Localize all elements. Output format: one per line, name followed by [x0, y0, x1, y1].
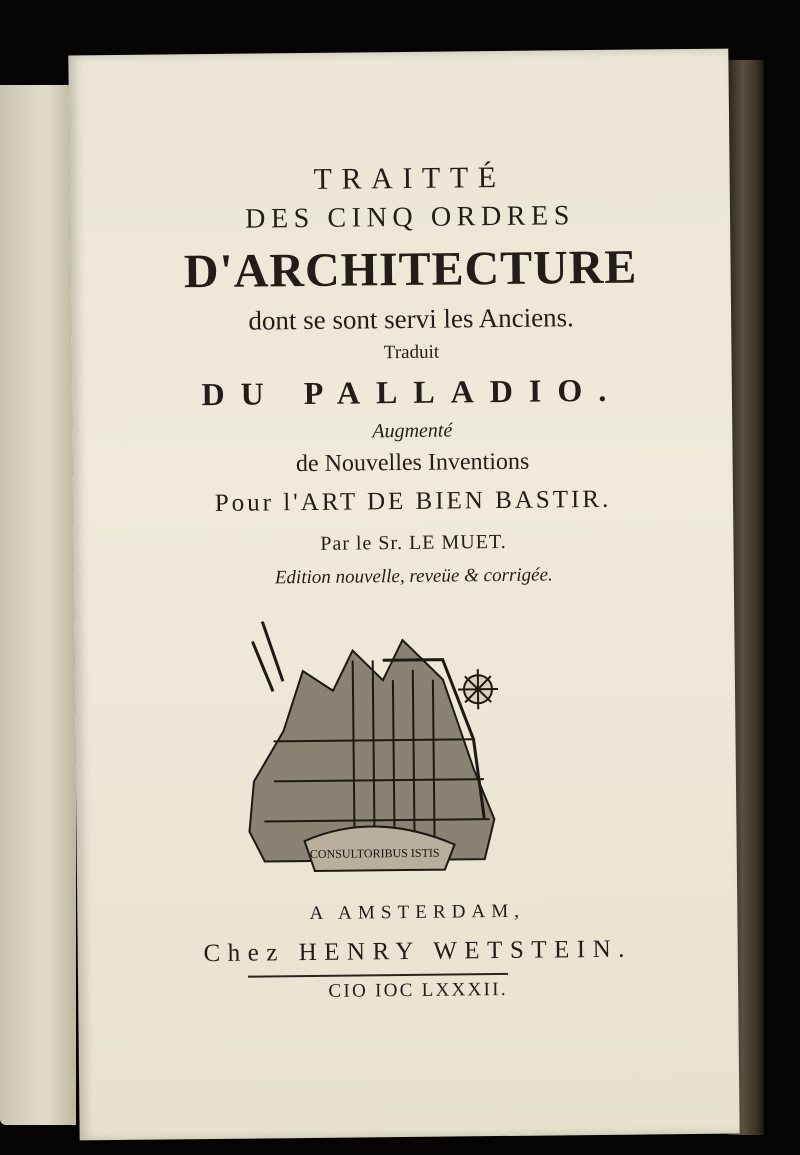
art-de-bien-bastir-line: Pour l'ART DE BIEN BASTIR.	[214, 485, 612, 517]
woodcut-motto: CONSULTORIBUS ISTIS	[309, 845, 440, 861]
palladio-line: DU PALLADIO.	[201, 371, 623, 413]
imprint-date: CIO IOC LXXXII.	[328, 978, 508, 1002]
printers-device-woodcut	[242, 619, 505, 884]
traduit-label: Traduit	[383, 341, 440, 364]
left-page-edge	[0, 85, 76, 1125]
subtitle-anciens: dont se sont servi les Anciens.	[248, 302, 574, 336]
imprint-publisher: Chez HENRY WETSTEIN.	[203, 935, 633, 968]
author-line: Par le Sr. LE MUET.	[320, 530, 507, 555]
title-line-traitte: TRAITTÉ	[313, 160, 506, 196]
title-page	[68, 49, 739, 1141]
imprint-city: A AMSTERDAM,	[309, 900, 526, 925]
augmente-label: Augmenté	[372, 419, 453, 443]
nouvelles-inventions-line: de Nouvelles Inventions	[295, 448, 530, 478]
imprint-rule	[248, 973, 508, 978]
edition-line: Edition nouvelle, reveüe & corrigée.	[274, 564, 553, 589]
title-line-cinq-ordres: DES CINQ ORDRES	[244, 200, 576, 235]
title-line-architecture: D'ARCHITECTURE	[183, 240, 638, 299]
